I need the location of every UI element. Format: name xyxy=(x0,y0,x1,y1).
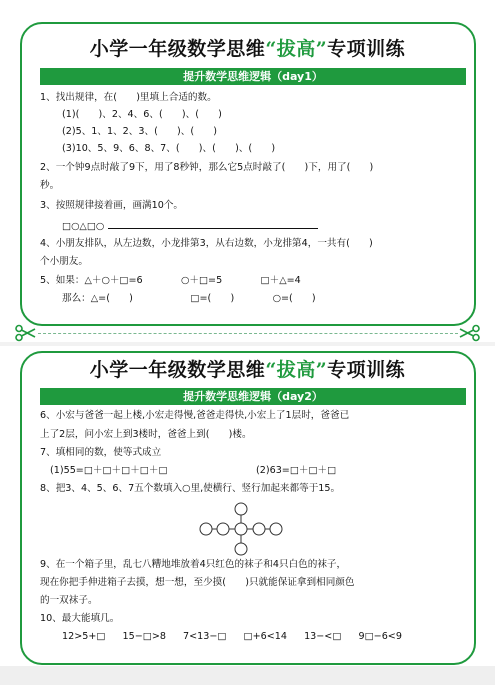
question-7-part-2: (2)63=□＋□＋□ xyxy=(256,465,337,476)
question-1-part-2: (2)5、1、1、2、3、( )、( ) xyxy=(62,126,218,137)
inequality-item: 12>5+□ xyxy=(62,631,106,642)
scissors-icon xyxy=(459,324,481,342)
question-5-line-1: 5、如果：△＋○＋□=6 ○＋□=5 □＋△=4 xyxy=(40,275,301,286)
shape-pattern: □○△□○ xyxy=(62,221,105,232)
question-9-line-2: 现在你把手伸进箱子去摸，想一想，至少摸( )只就能保证拿到相同颜色 xyxy=(40,577,355,588)
question-4-line-2: 个小朋友。 xyxy=(40,256,88,267)
question-3: 3、按照规律接着画，画满10个。 xyxy=(40,200,184,211)
inequality-item: □+6<14 xyxy=(243,631,287,642)
question-1-part-3: (3)10、5、9、6、8、7、( )、( )、( ) xyxy=(62,143,276,154)
title-highlight: “拔高” xyxy=(265,38,328,60)
title-tail: 专项训练 xyxy=(327,38,406,60)
question-1-part-1: (1)( )、2、4、6、( )、( ) xyxy=(62,109,222,120)
question-3-pattern xyxy=(62,219,318,233)
question-2-line-1: 2、一个钟9点时敲了9下，用了8秒钟，那么它5点时敲了( )下，用了( ) xyxy=(40,162,374,173)
question-9-line-1: 9、在一个箱子里，乱七八糟地堆放着4只红色的袜子和4只白色的袜子， xyxy=(40,559,347,570)
question-1: 1、找出规律，在( )里填上合适的数。 xyxy=(40,92,217,103)
title-main: 小学一年级数学思维 xyxy=(89,38,266,60)
inequality-item: 13−<□ xyxy=(304,631,342,642)
worksheet-title-1 xyxy=(0,34,495,61)
scissors-icon xyxy=(14,324,36,342)
section-banner-day1: 提升数学思维逻辑（day1） xyxy=(40,68,466,85)
answer-line xyxy=(108,219,318,229)
title-tail: 专项训练 xyxy=(327,359,406,381)
question-5-line-2: 那么：△=( ) □=( ) ○=( ) xyxy=(62,293,316,304)
page-gap xyxy=(0,666,495,685)
question-7-part-1: (1)55=□＋□＋□＋□＋□ xyxy=(50,465,168,476)
question-7: 7、填相同的数，使等式成立 xyxy=(40,447,162,458)
question-6-line-1: 6、小宏与爸爸一起上楼,小宏走得慢,爸爸走得快,小宏上了1层时，爸爸已 xyxy=(40,410,350,421)
question-10-items xyxy=(62,631,402,643)
question-10: 10、最大能填几。 xyxy=(40,613,120,624)
cut-line xyxy=(38,333,458,334)
inequality-item: 15−□>8 xyxy=(122,631,166,642)
inequality-item: 7<13−□ xyxy=(183,631,227,642)
question-8: 8、把3、4、5、6、7五个数填入○里,使横行、竖行加起来都等于15。 xyxy=(40,483,341,494)
question-2-line-2: 秒。 xyxy=(40,180,60,191)
question-4-line-1: 4、小朋友排队，从左边数，小龙排第3，从右边数，小龙排第4，一共有( ) xyxy=(40,238,373,249)
worksheet-title-2 xyxy=(0,355,495,382)
section-banner-day2: 提升数学思维逻辑（day2） xyxy=(40,388,466,405)
title-highlight: “拔高” xyxy=(265,359,328,381)
circle-cross-diagram xyxy=(196,500,286,558)
inequality-item: 9□−6<9 xyxy=(358,631,402,642)
question-6-line-2: 上了2层，问小宏上到3楼时，爸爸上到( )楼。 xyxy=(40,429,252,440)
question-9-line-3: 的一双袜子。 xyxy=(40,595,98,606)
title-main: 小学一年级数学思维 xyxy=(89,359,266,381)
